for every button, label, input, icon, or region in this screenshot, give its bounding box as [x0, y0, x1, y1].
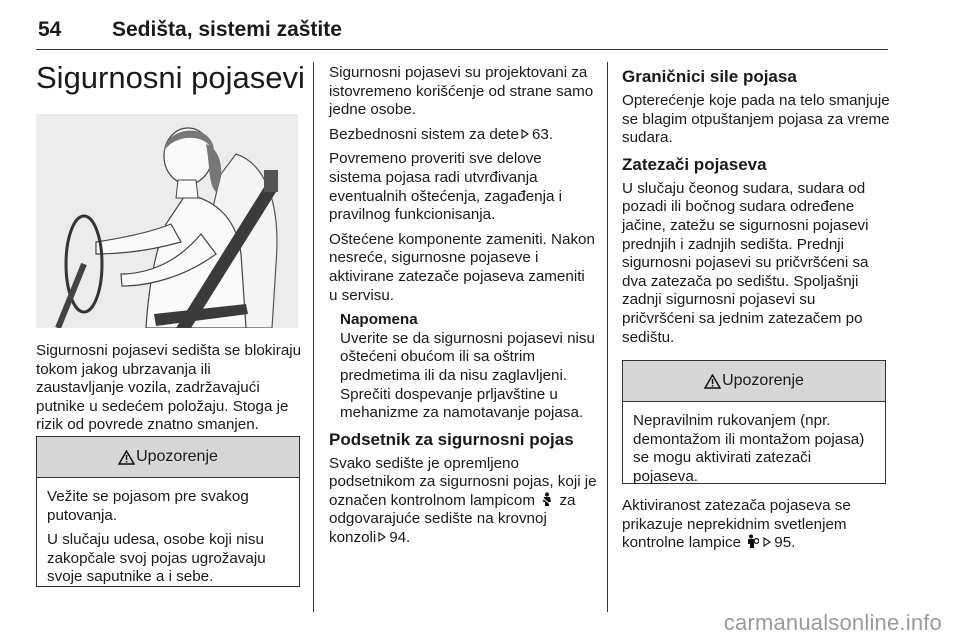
note-block: [340, 311, 597, 423]
warning-paragraph-1: Vežite se pojasom pre svakog putovanja.: [47, 488, 249, 524]
belt-reminder-text-a: Svako sedište je opremljeno podsetnikom za sigurnosni pojas, koji je označen kontrolnom lampicom: [329, 454, 597, 509]
paragraph-replace: Oštećene komponente zameniti. Nakon nesreće, sigurnosne pojaseve i aktivirane zatezače pojaseva zameniti u servisu.: [329, 230, 595, 304]
seatbelt-figure-icon: [36, 114, 298, 328]
column-divider-2: [607, 62, 608, 612]
pretensioner-lamp-text: Aktiviranost zatezača pojaseva se prikazuje neprekidnim svetlenjem kontrolne lampice: [622, 497, 851, 552]
belt-reminder-text-b: za odgovarajuće sedište na krovnoj konzoli: [329, 491, 576, 547]
intro-paragraph: Sigurnosni pojasevi sedišta se blokiraju tokom jakog ubrzavanja ili zaustavljanje vozila, zadržavajući putnike u sedećem položaju. Stoga je rizik od povrede znatno smanjen.: [36, 342, 302, 434]
child-system-text: Bezbednosni sistem za dete: [329, 125, 519, 143]
paragraph-child-system: [329, 126, 597, 145]
warning-title: Upozorenje: [136, 448, 218, 465]
warning-header: [37, 437, 299, 478]
header-divider: [36, 49, 888, 50]
paragraph-inspection: Povremeno proveriti sve delove sistema pojasa radi utvrđivanja eventualnih oštećenja, zagađenja i pravilnog funkcionisanja.: [329, 150, 563, 224]
paragraph-single-occupant: Sigurnosni pojasevi su projektovani za istovremeno korišćenje od strane samo jedne osobe.: [329, 64, 594, 119]
paragraph-pretensioner-lamp: [622, 497, 892, 553]
warning-box-left: [36, 436, 300, 587]
page-reference-triangle-icon: [378, 532, 386, 542]
column-divider-1: [313, 62, 314, 612]
page-number: 54: [38, 18, 62, 41]
warning-box-right: [622, 360, 886, 484]
right-column-bottom: [622, 497, 892, 559]
warning-paragraph-2: U slučaju udesa, osobe koji nisu zakopčale svoj pojas ugrožavaju svoje saputnike a i sebe.: [47, 531, 266, 586]
warning-paragraph-1: Nepravilnim rukovanjem (npr. demontažom ili montažom pojasa) se mogu aktivirati zatezači pojaseva.: [633, 412, 865, 485]
page-header: [38, 18, 342, 42]
heading-force-limiters: Graničnici sile pojasa: [622, 67, 797, 86]
seatbelt-reminder-lamp-icon: [541, 492, 553, 507]
paragraph-belt-reminder: [329, 455, 597, 548]
child-system-ref[interactable]: 63.: [531, 125, 554, 143]
right-column: [622, 66, 892, 353]
page-reference-triangle-icon: [763, 537, 771, 547]
warning-triangle-icon: [704, 374, 721, 389]
belt-reminder-ref[interactable]: 94.: [389, 529, 411, 547]
paragraph-force-limiters: Opterećenje koje pada na telo smanjuje se blagim otpuštanjem pojasa za vreme sudara.: [622, 92, 890, 147]
warning-triangle-icon: [118, 450, 135, 465]
page-title: Sigurnosni pojasevi: [36, 60, 305, 95]
warning-body: [623, 402, 885, 496]
left-column: [36, 342, 302, 441]
warning-title: Upozorenje: [722, 372, 804, 389]
middle-column: [329, 64, 597, 554]
heading-pretensioners: Zatezači pojaseva: [622, 154, 767, 174]
heading-belt-reminder: Podsetnik za sigurnosni pojas: [329, 429, 574, 449]
airbag-pretensioner-lamp-icon: [747, 534, 759, 549]
pretensioner-lamp-ref[interactable]: 95.: [774, 534, 796, 552]
note-text: Uverite se da sigurnosni pojasevi nisu oštećeni obućom ili sa oštrim predmetima ili da nisu zaglavljeni. Sprečiti dospevanje prljavštine u mehanizme za namotavanje pojasa.: [340, 329, 595, 422]
paragraph-pretensioners: U slučaju čeonog sudara, sudara od pozadi ili bočnog sudara određene jačine, zatežu se sigurnosni pojasevi prednjih i zadnjih sedišta. Prednji sigurnosni pojasevi su pričvršćeni sa dva zatezača po sedištu. Spoljašnji zadnji sigurnosni pojasevi su pričvršćeni sa jednim zatezačem po sedištu.: [622, 179, 869, 346]
note-title: Napomena: [340, 311, 418, 329]
page-reference-triangle-icon: [521, 129, 529, 139]
warning-body: [37, 478, 299, 597]
warning-header: [623, 361, 885, 402]
seatbelt-illustration: [36, 114, 298, 328]
section-title: Sedišta, sistemi zaštite: [112, 18, 342, 41]
watermark: carmanualsonline.info: [723, 610, 942, 635]
